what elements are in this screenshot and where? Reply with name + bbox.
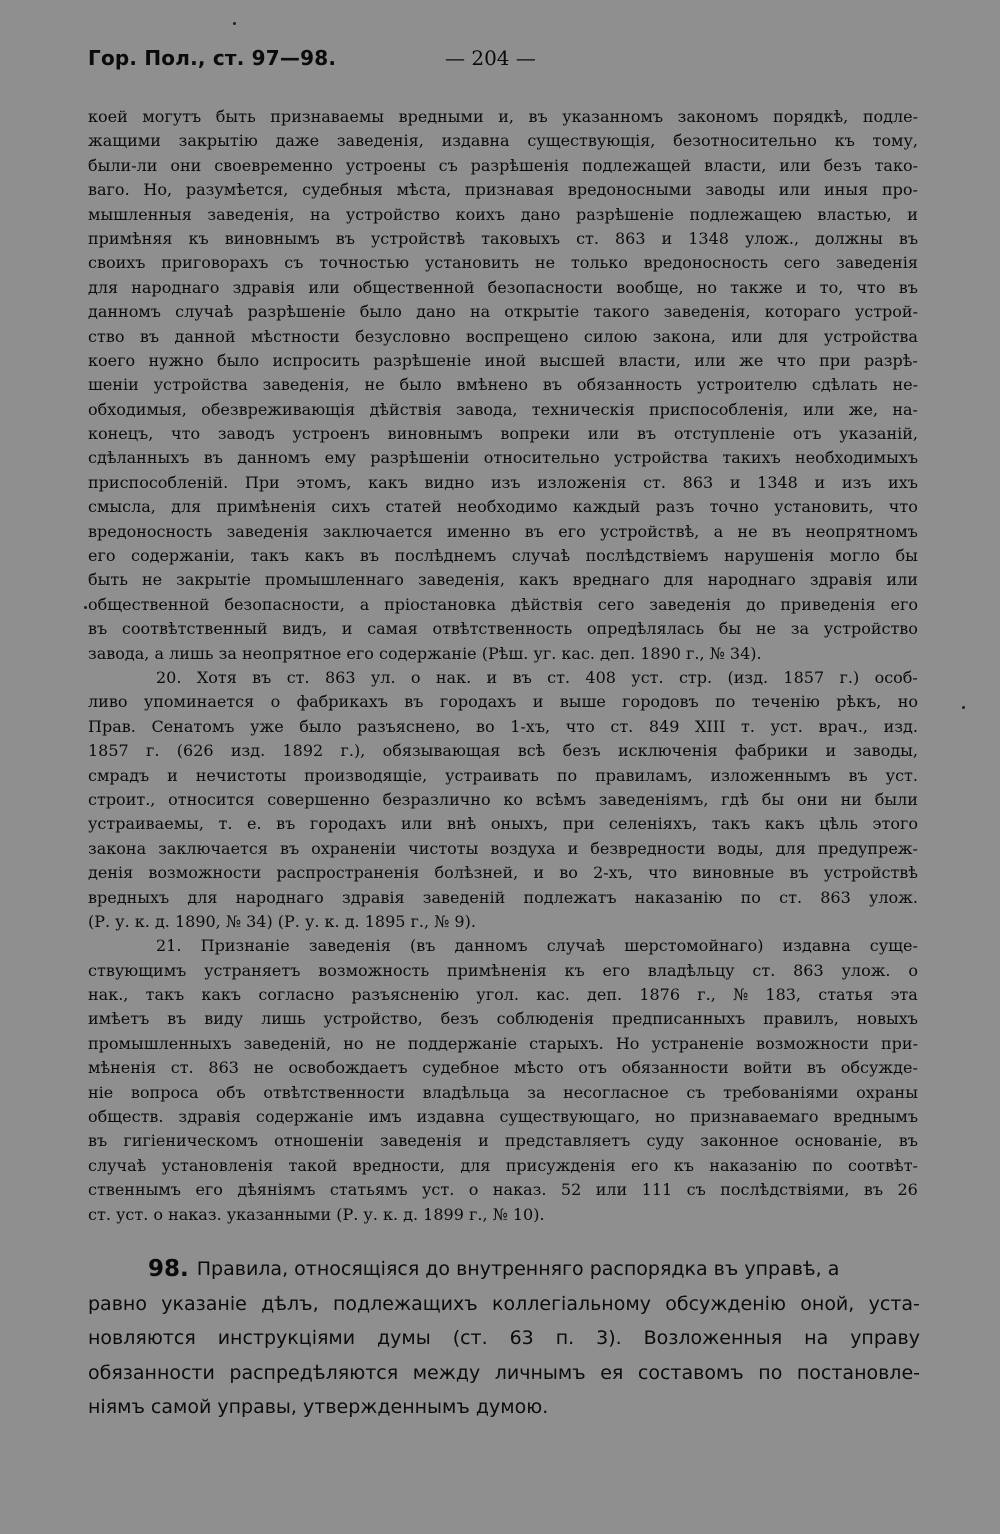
text-line: ливо упоминается о фабрикахъ въ городахъ и выше городовъ по теченію рѣкъ, но <box>88 692 918 712</box>
text-line: сдѣланныхъ въ данномъ ему разрѣшеніи относительно устройства такихъ необходимыхъ <box>88 448 918 468</box>
scan-speck <box>84 606 87 609</box>
text-line: нак., такъ какъ согласно разъясненію угол. кас. деп. 1876 г., № 183, статья эта <box>88 985 918 1005</box>
text-line: для народнаго здравія или общественной безопасности вообще, но также и то, что въ <box>88 277 918 297</box>
text-line: въ соотвѣтственный видъ, и самая отвѣтственность опредѣлялась бы не за устройство <box>88 619 918 639</box>
text-line: мышленныя заведенія, на устройство коихъ дано разрѣшеніе подлежащею властью, и <box>88 204 918 224</box>
article-line: обязанности распредѣляются между личнымъ ея составомъ по постановле- <box>88 1361 920 1384</box>
text-line: смысла, для примѣненія сихъ статей необходимо каждый разъ точно установить, что <box>88 497 918 517</box>
page-number: — 204 — <box>445 46 536 70</box>
text-line: строит., относится совершенно безразлично ко всѣмъ заведеніямъ, гдѣ бы они ни были <box>88 789 918 809</box>
scan-speck <box>962 706 965 709</box>
text-line: были-ли они своевременно устроены съ разрѣшенія подлежащей власти, или безъ тако- <box>88 155 918 175</box>
note-20-first-line: 20. Хотя въ ст. 863 ул. о нак. и въ ст. 408 уст. стр. (изд. 1857 г.) особ- <box>156 667 918 687</box>
text-line: Прав. Сенатомъ уже было разъяснено, во 1-хъ, что ст. 849 XIII т. уст. врач., изд. <box>88 716 918 736</box>
text-line: ваго. Но, разумѣется, судебныя мѣста, признавая вредоносными заводы или иныя про- <box>88 180 918 200</box>
text-line: завода, а лишь за неопрятное его содержаніе (Рѣш. уг. кас. деп. 1890 г., № 34). <box>88 643 762 663</box>
text-line: (Р. у. к. д. 1890, № 34) (Р. у. к. д. 1895 г., № 9). <box>88 911 476 931</box>
text-line: денія возможности распространенія болѣзней, и во 2-хъ, что виновные въ устройствѣ <box>88 863 918 883</box>
text-line: его содержаніи, такъ какъ въ послѣднемъ случаѣ послѣдствіемъ нарушенія могло бы <box>88 546 918 566</box>
article-line: новляются инструкціями думы (ст. 63 п. 3). Возложенныя на управу <box>88 1327 920 1349</box>
text-line: конецъ, что заводъ устроенъ виновнымъ вопреки или въ отступленіе отъ указаній, <box>88 424 918 444</box>
article-line: ніямъ самой управы, утвержденнымъ думою. <box>88 1396 549 1418</box>
text-line: коей могутъ быть признаваемы вредными и, въ указанномъ закономъ порядкѣ, подле- <box>88 107 918 126</box>
text-line: имѣетъ въ виду лишь устройство, безъ соблюденія предписанныхъ правилъ, новыхъ <box>88 1009 918 1029</box>
text-line: въ гигіеническомъ отношеніи заведенія и представляетъ суду законное основаніе, въ <box>88 1131 918 1151</box>
commentary-text <box>88 105 918 1227</box>
section-reference: Гор. Пол., ст. 97—98. <box>88 46 337 70</box>
article-98 <box>88 1252 920 1425</box>
article-line: равно указаніе дѣлъ, подлежащихъ коллегіальному обсужденію оной, уста- <box>88 1292 920 1315</box>
article-line-text: Правила, относящіяся до внутренняго распорядка въ управѣ, а <box>196 1258 840 1280</box>
note-21-first-line: 21. Признаніе заведенія (въ данномъ случаѣ шерстомойнаго) издавна суще- <box>156 936 918 956</box>
text-line: коего нужно было испросить разрѣшеніе иной высшей власти, или же что при разрѣ- <box>88 350 918 370</box>
text-line: обществ. здравія содержаніе имъ издавна существующаго, но признаваемаго вреднымъ <box>88 1107 918 1127</box>
text-line: общественной безопасности, а пріостановка дѣйствія сего заведенія до приведенія его <box>88 594 918 614</box>
text-line: закона заключается въ охраненіи чистоты воздуха и безвредности воды, для предупреж- <box>88 838 918 858</box>
text-line: случаѣ установленія такой вредности, для присужденія его къ наказанію по соотвѣт- <box>88 1155 918 1175</box>
text-line: примѣняя къ виновнымъ въ устройствѣ таковыхъ ст. 863 и 1348 улож., должны въ <box>88 228 918 248</box>
text-line: ствующимъ устраняетъ возможность примѣненія къ его владѣльцу ст. 863 улож. о <box>88 960 918 980</box>
text-line: мѣненія ст. 863 не освобождаетъ судебное мѣсто отъ обязанности войти въ обсужде- <box>88 1058 918 1078</box>
text-line: быть не закрытіе промышленнаго заведенія, какъ вреднаго для народнаго здравія или <box>88 570 918 590</box>
text-line: ство въ данной мѣстности безусловно воспрещено силою закона, или для устройства <box>88 326 918 346</box>
text-line: жащими закрытію даже заведенія, издавна существующія, безотносительно къ тому, <box>88 131 918 151</box>
text-line: данномъ случаѣ разрѣшеніе было дано на открытіе такого заведенія, котораго устрой- <box>88 302 918 322</box>
text-line: устраиваемы, т. е. въ городахъ или внѣ оныхъ, при селеніяхъ, такъ какъ цѣль этого <box>88 814 918 834</box>
text-line: приспособленій. При этомъ, какъ видно изъ изложенія ст. 863 и 1348 и изъ ихъ <box>88 472 918 492</box>
scan-speck <box>233 22 236 25</box>
text-line: ст. уст. о наказ. указанными (Р. у. к. д. 1899 г., № 10). <box>88 1204 545 1224</box>
text-line: 1857 г. (626 изд. 1892 г.), обязывающая всѣ безъ исключенія фабрики и заводы, <box>88 741 918 761</box>
text-line: промышленныхъ заведеній, но не поддержаніе старыхъ. Но устраненіе возможности при- <box>88 1033 918 1053</box>
text-line: обходимыя, обезвреживающія дѣйствія завода, техническія приспособленія, или же, на- <box>88 399 918 419</box>
article-first-line <box>88 1252 920 1287</box>
text-line: своихъ приговорахъ съ точностью установить не только вредоносность сего заведенія <box>88 253 918 273</box>
text-line: смрадъ и нечистоты производящіе, устраивать по правиламъ, изложеннымъ въ уст. <box>88 765 918 785</box>
text-line: ніе вопроса объ отвѣтственности владѣльца за несогласное съ требованіями охраны <box>88 1082 918 1102</box>
text-line: вредоносность заведенія заключается именно въ его устройствѣ, а не въ неопрятномъ <box>88 521 918 541</box>
article-number: 98. <box>148 1256 189 1282</box>
text-line: ственнымъ его дѣяніямъ статьямъ уст. о наказ. 52 или 111 съ послѣдствіями, въ 26 <box>88 1180 918 1200</box>
text-line: вредныхъ для народнаго здравія заведеній подлежатъ наказанію по ст. 863 улож. <box>88 887 918 907</box>
text-line: шеніи устройства заведенія, не было вмѣнено въ обязанность устроителю сдѣлать не- <box>88 375 918 395</box>
